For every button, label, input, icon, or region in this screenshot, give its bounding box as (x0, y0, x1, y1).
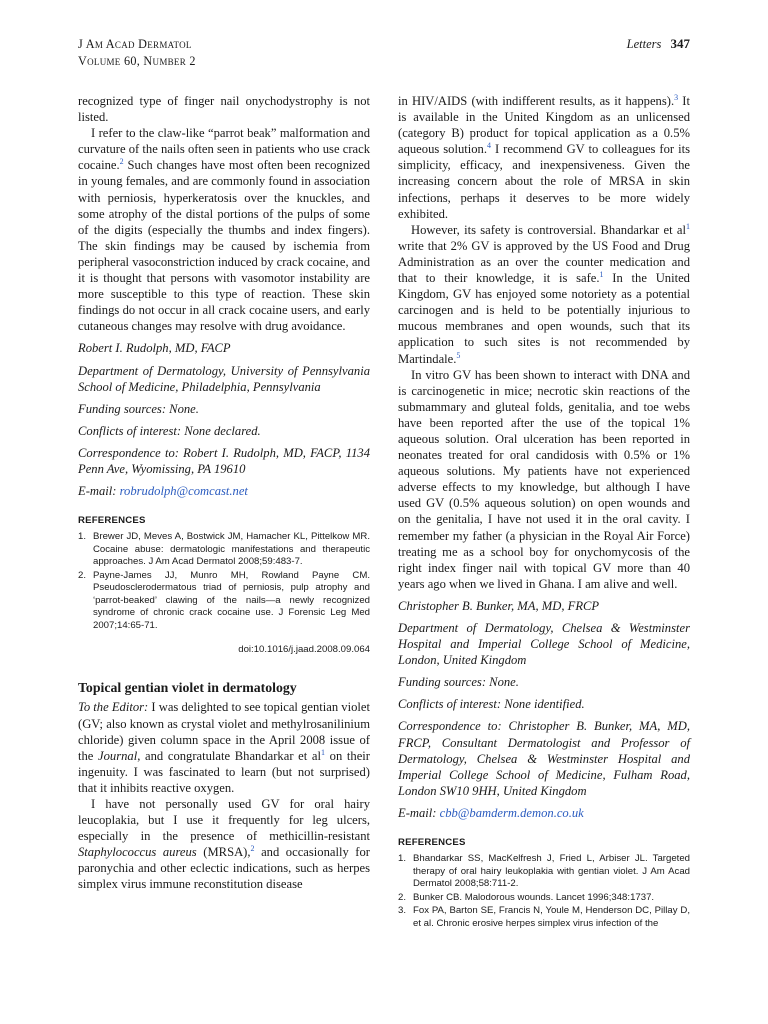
email-link[interactable]: robrudolph@comcast.net (119, 484, 248, 499)
references-heading: REFERENCES (398, 837, 466, 849)
paragraph: In vitro GV has been shown to interact with DNA and is carcinogenetic in mice; necrotic skin reactions of the submammary and gluteal folds, genitalia, and toe webs have been reported after the use of the topical 1% aqueous solution. Oral ulceration has been reported in neonates treated for oral candidosis with 0.5% or 1% aqueous solutions. My patients have not experienced adverse effects to my knowledge, but although I have used GV (0.5% aqueous solution) on open wounds and on the genitalia, I have not used it in the oral cavity. I remember my father (a physician in the Royal Air Force) treating me as a school boy for onychomycosis of the right index finger nail with topical GV more than 40 years ago when we lived in Ghana. I am alive and well. (398, 367, 690, 591)
article-title: Topical gentian violet in dermatology (78, 680, 297, 696)
funding-statement: Funding sources: None. (78, 401, 199, 416)
journal-name: J Am Acad Dermatol (78, 37, 192, 51)
section-name: Letters (626, 37, 662, 51)
running-header-journal (78, 36, 196, 70)
citation-link[interactable]: 2 (119, 157, 124, 167)
email-link[interactable]: cbb@bamderm.demon.co.uk (439, 805, 584, 820)
conflicts-statement: Conflicts of interest: None declared. (78, 423, 261, 438)
paragraph: I have not personally used GV for oral hairy leucoplakia, but I use it frequently for leg ulcers, especially in the presence of methicillin-resistant Staphylococcus aureus (MRSA),$^2$ and occasionally for paronychia and other eclectic indications, such as herpes simplex virus immune reconstitution disease (78, 797, 370, 892)
page-number: 347 (670, 36, 690, 51)
author-name: Christopher B. Bunker, MA, MD, FRCP (398, 598, 600, 613)
left-column (78, 93, 370, 893)
citation-link[interactable]: 4 (486, 141, 491, 151)
correspondence: Correspondence to: Christopher B. Bunker, MA, MD, FRCP, Consultant Dermatologist and Professor of Dermatology, Chelsea & Westminster Hospital and Imperial College School of Medicine, Fulham Road, London SW10 9HH, United Kingdom (398, 719, 690, 798)
reference-item: 1. Bhandarkar SS, MacKelfresh J, Fried L, Arbiser JL. Targeted therapy of oral hairy leukoplakia with gentian violet. J Am Acad Dermatol 2008;58:711-2. (398, 853, 690, 890)
citation-link[interactable]: 5 (456, 350, 461, 360)
reference-item: 2. Bunker CB. Malodorous wounds. Lancet 1996;348:1737. (398, 891, 655, 903)
journal-volume: Volume 60, Number 2 (78, 54, 196, 68)
reference-item: 3. Fox PA, Barton SE, Francis N, Youle M, Henderson DC, Pillay D, et al. Chronic erosive herpes simplex virus infection of the (398, 905, 690, 929)
running-header-page (627, 36, 690, 52)
email-line: E-mail: cbb@bamderm.demon.co.uk (398, 805, 584, 820)
paragraph: To the Editor: I was delighted to see topical gentian violet (GV; also known as crystal violet and methylrosanilinium chloride) given column space in the April 2008 issue of the Journal, and congratulate Bhandarkar et $al^1$ on their ingenuity. I was fascinated to learn (but not surprised) that it inhibits reactive oxygen. (78, 700, 370, 795)
paragraph: recognized type of finger nail onychodystrophy is not listed. (78, 94, 370, 125)
correspondence: Correspondence to: Robert I. Rudolph, MD, FACP, 1134 Penn Ave, Wyomissing, PA 19610 (78, 445, 370, 476)
author-affiliation: Department of Dermatology, Chelsea & Westminster Hospital and Imperial College School of Medicine, London, United Kingdom (398, 621, 690, 668)
citation-link[interactable]: 2 (250, 844, 255, 854)
paragraph: I refer to the claw-like “parrot beak” malformation and curvature of the nails often seen in patients who use crack cocaine.$^2$ Such changes have most often been recognized in young females, and are commonly found in association with perniosis, hyperkeratosis over the knuckles, and some atrophy of the distal portions of the pulps of some of the digits (especially the thumbs and index fingers). The skin findings may be caused by ischemia from peripheral vasoconstriction induced by crack cocaine, and it is thought that persons with vasomotor instability are more susceptible to this type of reaction. These skin findings do not occur in all crack cocaine users, and early cutaneous changes may resolve with drug avoidance. (78, 126, 370, 334)
citation-link[interactable]: 1 (686, 221, 690, 231)
citation-link[interactable]: 1 (321, 747, 325, 757)
references-heading: REFERENCES (78, 515, 146, 527)
citation-link[interactable]: 1 (599, 270, 604, 280)
reference-item: 2. Payne-James JJ, Munro MH, Rowland Payne CM. Pseudosclerodermatous triad of perniosis, pulp atrophy and ‘parrot-beaked’ clawing of the nails—a newly recognized syndrome of chronic crack cocaine use. J Forensic Leg Med 2007;14:65-71. (78, 569, 370, 631)
conflicts-statement: Conflicts of interest: None identified. (398, 697, 585, 712)
paragraph: in HIV/AIDS (with indifferent results, as it happens).$^3$ It is available in the United Kingdom as an unlicensed (category B) product for topical application as a 0.5% aqueous solution.$^4$ I recommend GV to colleagues for its simplicity, efficacy, and inexpensiveness. Given the increasing concern about the role of MRSA in skin infections, perhaps it deserves to be more widely exhibited. (398, 93, 690, 221)
doi[interactable]: doi:10.1016/j.jaad.2008.09.064 (238, 644, 370, 656)
author-name: Robert I. Rudolph, MD, FACP (78, 341, 231, 356)
funding-statement: Funding sources: None. (398, 675, 519, 690)
paragraph: However, its safety is controversial. Bhandarkar et $al^1$ write that 2% GV is approved by the US Food and Drug Administration as an over the counter medication and that to their knowledge, it is safe.$^1$ In the United Kingdom, GV has enjoyed some notoriety as a potential carcinogen and is held to be potentially injurious to mucous membranes and open wounds, such that its application to such sites is not recommended by Martindale.$^5$ (398, 221, 690, 366)
reference-item: 1. Brewer JD, Meves A, Bostwick JM, Hamacher KL, Pittelkow MR. Cocaine abuse: dermatologic manifestations and therapeutic approaches. J Am Acad Dermatol 2008;59:483-7. (78, 531, 370, 568)
email-line: E-mail: robrudolph@comcast.net (78, 484, 248, 499)
right-column (398, 93, 690, 931)
author-affiliation: Department of Dermatology, University of Pennsylvania School of Medicine, Philadelphia, Pennsylvania (78, 363, 370, 394)
citation-link[interactable]: 3 (674, 93, 679, 102)
